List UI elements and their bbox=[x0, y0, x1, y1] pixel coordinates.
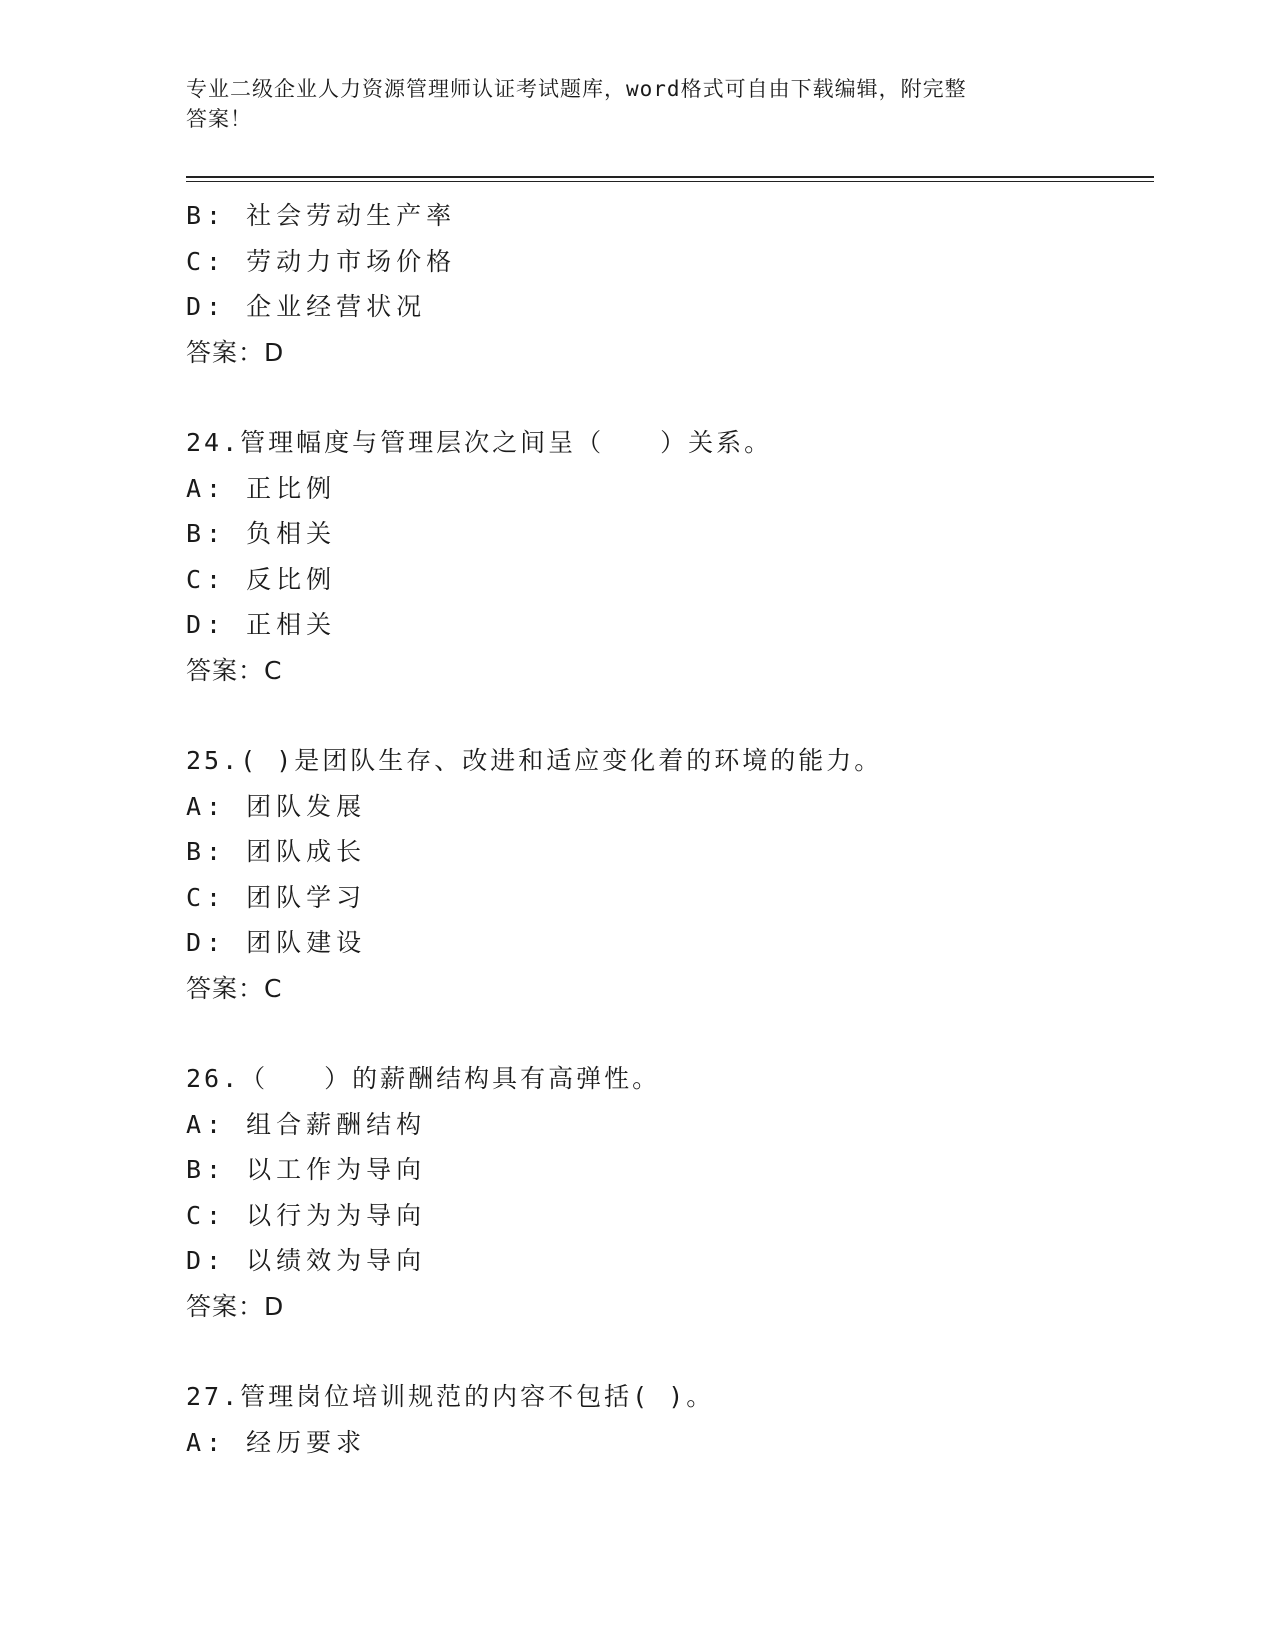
question-block-24 bbox=[186, 420, 1154, 693]
question-stem: 25.( )是团队生存、改进和适应变化着的环境的能力。 bbox=[186, 746, 883, 775]
option-d: D: 团队建设 bbox=[186, 928, 367, 957]
answer-line: 答案：D bbox=[186, 1291, 285, 1321]
option-d: D: 正相关 bbox=[186, 610, 337, 639]
option-a: A: 团队发展 bbox=[186, 791, 367, 821]
option-a: A: 组合薪酬结构 bbox=[186, 1109, 427, 1139]
question-stem: 26.（ ）的薪酬结构具有高弹性。 bbox=[186, 1064, 661, 1093]
option-a: A: 经历要求 bbox=[186, 1427, 367, 1457]
spacer bbox=[186, 693, 1154, 738]
question-list bbox=[186, 193, 1154, 1465]
spacer bbox=[186, 1011, 1154, 1056]
header-divider-thick bbox=[186, 176, 1154, 178]
option-b: B: 以工作为导向 bbox=[186, 1155, 427, 1184]
option-c: C: 劳动力市场价格 bbox=[186, 246, 457, 276]
answer-line: 答案：C bbox=[186, 655, 283, 685]
option-d: D: 企业经营状况 bbox=[186, 292, 427, 321]
question-block-27 bbox=[186, 1374, 1154, 1465]
header-divider-thin bbox=[186, 181, 1154, 182]
question-block-25 bbox=[186, 738, 1154, 1011]
question-stem: 27.管理岗位培训规范的内容不包括( )。 bbox=[186, 1382, 715, 1411]
question-fragment bbox=[186, 193, 1154, 375]
option-d: D: 以绩效为导向 bbox=[186, 1246, 427, 1275]
document-header bbox=[186, 74, 1086, 134]
option-b: B: 社会劳动生产率 bbox=[186, 201, 457, 230]
spacer bbox=[186, 375, 1154, 420]
answer-line: 答案：C bbox=[186, 973, 283, 1003]
option-c: C: 反比例 bbox=[186, 564, 337, 594]
question-stem: 24.管理幅度与管理层次之间呈（ ）关系。 bbox=[186, 428, 773, 457]
question-block-26 bbox=[186, 1056, 1154, 1329]
option-c: C: 以行为为导向 bbox=[186, 1200, 427, 1230]
option-b: B: 团队成长 bbox=[186, 837, 367, 866]
spacer bbox=[186, 1329, 1154, 1374]
answer-line: 答案：D bbox=[186, 337, 285, 367]
header-line-2: 答案！ bbox=[186, 107, 252, 131]
header-line-1: 专业二级企业人力资源管理师认证考试题库，word格式可自由下载编辑，附完整 bbox=[186, 77, 967, 101]
option-a: A: 正比例 bbox=[186, 473, 337, 503]
option-c: C: 团队学习 bbox=[186, 882, 367, 912]
option-b: B: 负相关 bbox=[186, 519, 337, 548]
